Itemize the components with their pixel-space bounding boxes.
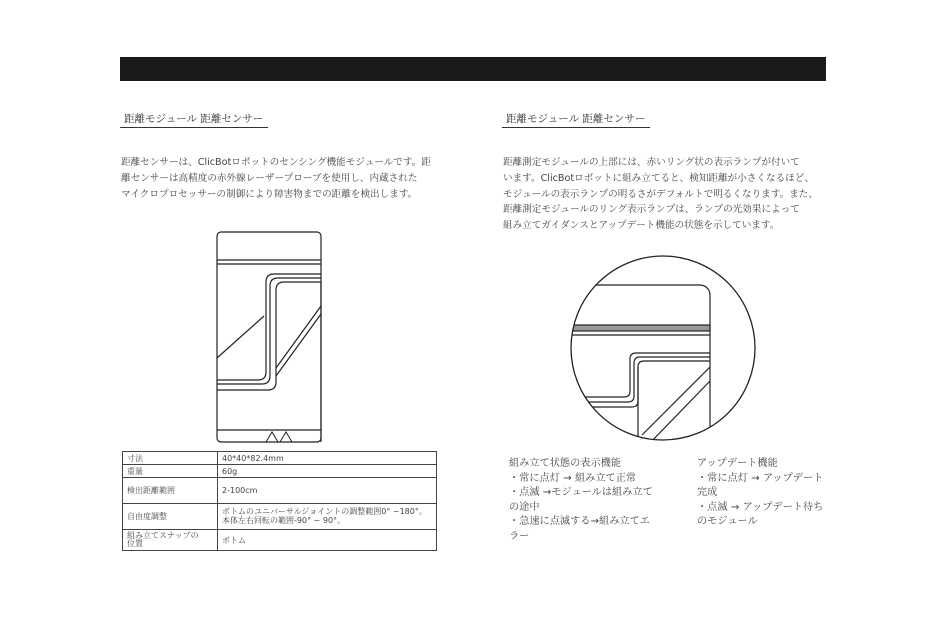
- assembly-status-list: [509, 457, 653, 544]
- update-status-line: ・点滅 → アップデート待ち: [697, 501, 824, 513]
- spec-key-line: 組み立てスナップの: [127, 530, 199, 540]
- right-description-line: モジュールの表示ランプの明るさがデフォルトで明るくなります。また、: [503, 188, 818, 200]
- spec-key: 重量: [123, 465, 218, 478]
- left-description-line: 距離センサーは、ClicBotロボットのセンシング機能モジュールです。距: [121, 157, 431, 168]
- spec-key-line: 位置: [127, 539, 143, 548]
- spec-key: 寸法: [123, 452, 218, 465]
- table-row: [123, 478, 437, 504]
- right-description-line: 距離測定モジュールの上部には、赤いリング状の表示ランプが付いて: [503, 157, 800, 168]
- spec-value: ボトム: [218, 530, 437, 551]
- left-description-line: マイクロプロセッサーの制御により障害物までの距離を検出します。: [121, 188, 418, 200]
- assembly-status-line: ・急速に点滅する→組み立てエ: [509, 516, 650, 527]
- right-section-heading: 距離モジュール 距離センサー: [506, 113, 646, 125]
- spec-value: 40*40*82.4mm: [218, 452, 437, 465]
- assembly-status-line: の途中: [509, 501, 540, 513]
- left-description: [121, 155, 431, 202]
- spec-value-line: ボトムのユニバーサルジョイントの調整範囲0° ~180°。: [222, 507, 427, 516]
- assembly-status-line: 組み立て状態の表示機能: [509, 458, 622, 469]
- header-bar: [120, 57, 826, 81]
- update-status-line: ・常に点灯 → アップデート: [697, 472, 824, 484]
- left-section-heading: 距離モジュール 距離センサー: [124, 113, 264, 125]
- update-status-line: アップデート機能: [697, 458, 778, 469]
- right-heading-underline: [502, 127, 650, 128]
- assembly-status-line: ・常に点灯 → 組み立て正常: [509, 472, 637, 484]
- table-row: [123, 504, 437, 530]
- spec-key: 自由度調整: [123, 504, 218, 530]
- assembly-status-line: ラー: [509, 530, 530, 542]
- right-description-line: 組み立てガイダンスとアップデート機能の状態を示しています。: [503, 220, 780, 232]
- spec-key: [123, 530, 218, 551]
- assembly-status-line: ・点滅 →モジュールは組み立て: [509, 487, 653, 498]
- indicator-ring-closeup: [570, 255, 756, 441]
- right-description-line: 距離測定モジュールのリング表示ランプは、ランプの光効果によって: [503, 204, 800, 216]
- table-row: [123, 452, 437, 465]
- spec-value: 2-100cm: [218, 478, 437, 504]
- update-status-list: [697, 457, 823, 530]
- spec-key: 検出距離範囲: [123, 478, 218, 504]
- table-row: [123, 465, 437, 478]
- spec-value: 60g: [218, 465, 437, 478]
- right-description-line: います。ClicBotロボットに組み立てると、検知距離が小さくなるほど、: [503, 172, 814, 184]
- spec-value-line: 本体左右回転の範囲-90° ~ 90°。: [222, 515, 346, 525]
- table-row: [123, 530, 437, 551]
- spec-value: [218, 504, 437, 530]
- left-description-line: 離センサーは高精度の赤外線レーザープローブを使用し、内蔵された: [121, 172, 418, 184]
- update-status-line: のモジュール: [697, 516, 758, 527]
- distance-sensor-illustration: [214, 230, 324, 445]
- spec-table: [122, 451, 437, 551]
- update-status-line: 完成: [697, 487, 718, 498]
- left-heading-underline: [120, 127, 268, 128]
- right-description: [503, 155, 818, 234]
